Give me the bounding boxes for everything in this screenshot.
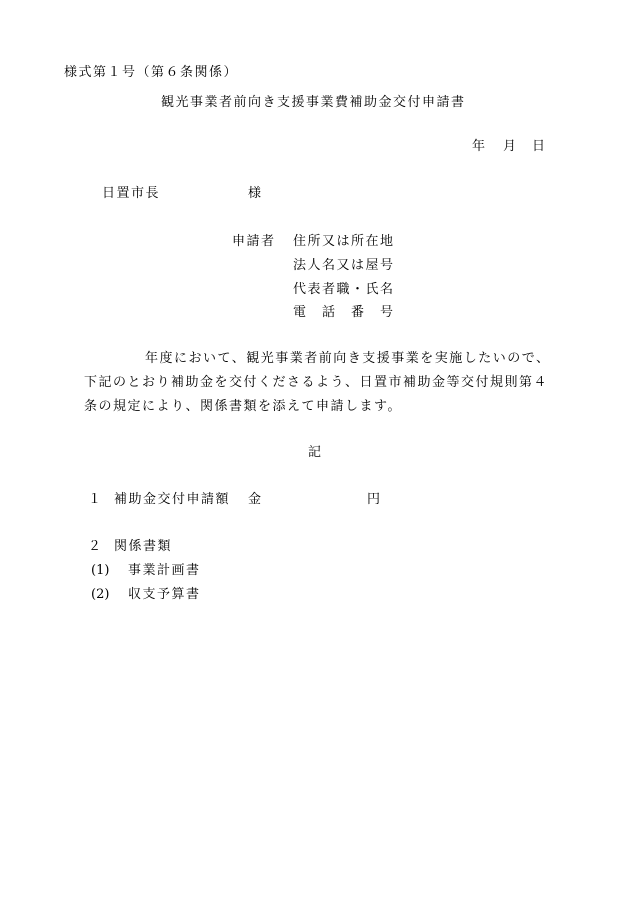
- note-heading: 記: [308, 445, 322, 460]
- item1-label: 補助金交付申請額: [114, 492, 231, 507]
- form-number: 様式第１号（第６条関係）: [64, 65, 239, 80]
- item2-number: ２: [88, 539, 102, 554]
- item1-number: １: [88, 492, 102, 507]
- doc-1-label: 事業計画書: [128, 563, 201, 578]
- date-month: 月: [503, 139, 517, 154]
- item1-currency-prefix: 金: [248, 492, 262, 507]
- applicant-phone-field: 電 話 番 号: [293, 305, 395, 320]
- applicant-company-field: 法人名又は屋号: [293, 258, 395, 273]
- doc-2-label: 収支予算書: [128, 587, 201, 602]
- form-title: 観光事業者前向き支援事業費補助金交付申請書: [161, 95, 466, 110]
- date-year: 年: [472, 139, 486, 154]
- doc-2-number: (2): [91, 587, 110, 602]
- addressee-name: 日置市長: [102, 186, 161, 201]
- applicant-address-field: 住所又は所在地: [293, 234, 395, 249]
- date-day: 日: [532, 139, 546, 154]
- applicant-label: 申請者: [232, 234, 276, 249]
- body-line-2: 下記のとおり補助金を交付くださるよう、日置市補助金等交付規則第４: [84, 375, 549, 390]
- item1-currency-suffix: 円: [367, 492, 381, 507]
- body-line-3: 条の規定により、関係書類を添えて申請します。: [84, 399, 402, 414]
- applicant-representative-field: 代表者職・氏名: [293, 282, 395, 297]
- addressee-honorific: 様: [248, 186, 262, 201]
- doc-1-number: (1): [91, 563, 110, 578]
- body-line-1: 年度において、観光事業者前向き支援事業を実施したいので、: [145, 351, 551, 366]
- item2-label: 関係書類: [114, 539, 173, 554]
